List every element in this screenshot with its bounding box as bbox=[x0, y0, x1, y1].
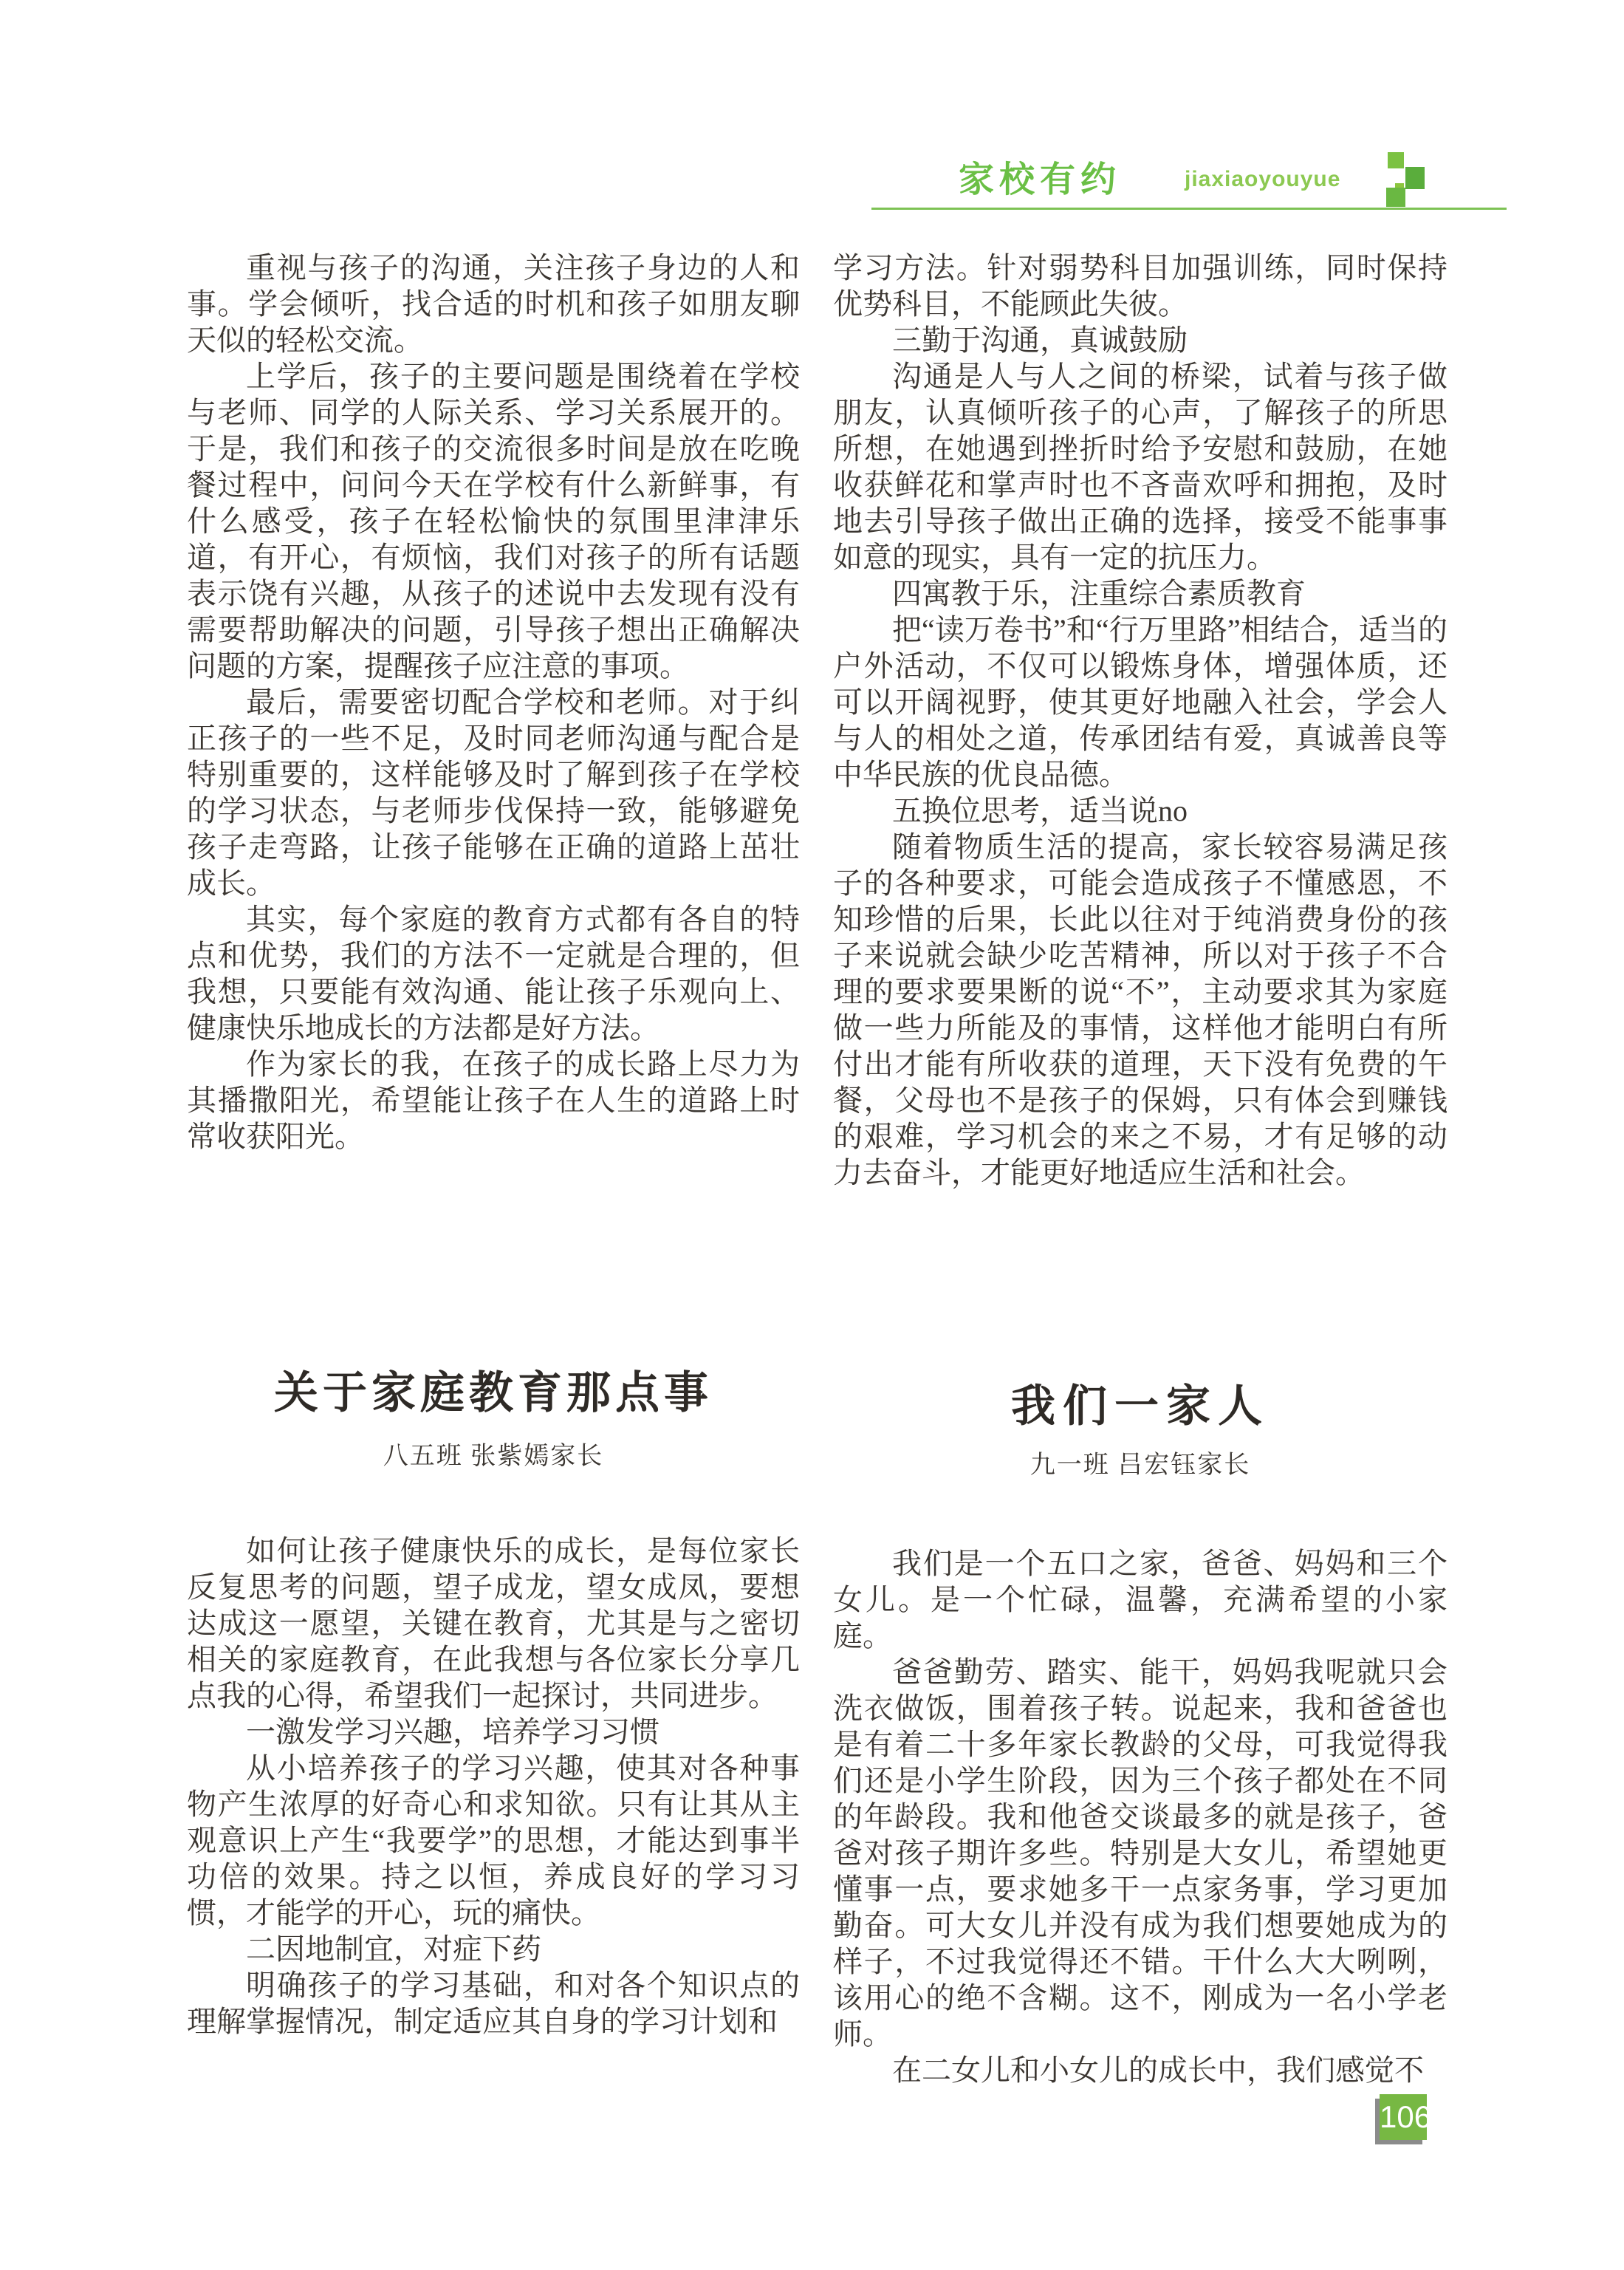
section-title: 家校有约 bbox=[959, 160, 1122, 199]
paragraph: 学习方法。针对弱势科目加强训练，同时保持优势科目，不能顾此失彼。 bbox=[833, 251, 1447, 321]
paragraph: 沟通是人与人之间的桥梁，试着与孩子做朋友，认真倾听孩子的心声，了解孩子的所思所想，在她遇到挫折时给予安慰和鼓励，在她收获鲜花和掌声时也不吝啬欢呼和拥抱，及时地去引导孩子做出正确的选择，接受不能事事如意的现实，具有一定的抗压力。 bbox=[833, 360, 1447, 574]
section-subtitle: jiaxiaoyouyue bbox=[1185, 167, 1341, 191]
article-title-right: 我们一家人 bbox=[1011, 1382, 1270, 1431]
subheading: 五换位思考，适当说no bbox=[892, 794, 1188, 827]
paragraph: 其实，每个家庭的教育方式都有各自的特点和优势，我们的方法不一定就是合理的，但我想，只要能有效沟通、能让孩子乐观向上、健康快乐地成长的方法都是好方法。 bbox=[187, 903, 800, 1045]
paragraph: 在二女儿和小女儿的成长中，我们感觉不 bbox=[892, 2054, 1424, 2087]
paragraph: 把“读万卷书”和“行万里路”相结合，适当的户外活动，不仅可以锻炼身体，增强体质，还可以开阔视野，使其更好地融入社会，学会人与人的相处之道，传承团结有爱，真诚善良等中华民族的优良品德。 bbox=[833, 613, 1447, 791]
header-rule bbox=[871, 208, 1507, 210]
article-title-left: 关于家庭教育那点事 bbox=[274, 1369, 713, 1418]
paragraph: 上学后，孩子的主要问题是围绕着在学校与老师、同学的人际关系、学习关系展开的。于是，我们和孩子的交流很多时间是放在吃晚餐过程中，问问今天在学校有什么新鲜事，有什么感受，孩子在轻松愉快的氛围里津津乐道，有开心，有烦恼，我们对孩子的所有话题表示饶有兴趣，从孩子的述说中去发现有没有需要帮助解决的问题，引导孩子想出正确解决问题的方案，提醒孩子应注意的事项。 bbox=[187, 360, 800, 683]
column-top-left bbox=[187, 250, 800, 1155]
page-number: 106 bbox=[1380, 2094, 1427, 2140]
paragraph: 爸爸勤劳、踏实、能干，妈妈我呢就只会洗衣做饭，围着孩子转。说起来，我和爸爸也是有着二十多年家长教龄的父母，可我觉得我们还是小学生阶段，因为三个孩子都处在不同的年龄段。我和他爸交谈最多的就是孩子，爸爸对孩子期许多些。特别是大女儿，希望她更懂事一点，要求她多干一点家务事，学习更加勤奋。可大女儿并没有成为我们想要她成为的样子，不过我觉得还不错。干什么大大咧咧，该用心的绝不含糊。这不，刚成为一名小学老师。 bbox=[833, 1655, 1447, 2051]
pixel-block bbox=[1388, 152, 1404, 168]
paragraph: 从小培养孩子的学习兴趣，使其对各种事物产生浓厚的好奇心和求知欲。只有让其从主观意识上产生“我要学”的思想，才能达到事半功倍的效果。持之以恒，养成良好的学习习惯，才能学的开心，玩的痛快。 bbox=[187, 1751, 800, 1929]
pixel-block bbox=[1405, 167, 1425, 189]
subheading: 三勤于沟通，真诚鼓励 bbox=[892, 324, 1188, 357]
column-bottom-right bbox=[833, 1545, 1447, 2088]
subheading: 四寓教于乐，注重综合素质教育 bbox=[892, 577, 1306, 610]
article-byline-left: 八五班 张紫嫣家长 bbox=[383, 1443, 604, 1470]
paragraph: 明确孩子的学习基础，和对各个知识点的理解掌握情况，制定适应其自身的学习计划和 bbox=[187, 1969, 800, 2038]
paragraph: 重视与孩子的沟通，关注孩子身边的人和事。学会倾听，找合适的时机和孩子如朋友聊天似的轻松交流。 bbox=[187, 251, 800, 357]
paragraph: 随着物质生活的提高，家长较容易满足孩子的各种要求，可能会造成孩子不懂感恩，不知珍惜的后果，长此以往对于纯消费身份的孩子来说就会缺少吃苦精神，所以对于孩子不合理的要求要果断的说“不”，主动要求其为家庭做一些力所能及的事情，这样他才能明白有所付出才能有所收获的道理，天下没有免费的午餐，父母也不是孩子的保姆，只有体会到赚钱的艰难，学习机会的来之不易，才有足够的动力去奋斗，才能更好地适应生活和社会。 bbox=[833, 830, 1447, 1189]
pixel-blocks-icon bbox=[1386, 152, 1425, 207]
paragraph: 作为家长的我，在孩子的成长路上尽力为其播撒阳光，希望能让孩子在人生的道路上时常收获阳光。 bbox=[187, 1047, 800, 1153]
subheading: 一激发学习兴趣，培养学习习惯 bbox=[246, 1715, 659, 1748]
page-number-badge bbox=[1380, 2094, 1431, 2146]
subheading: 二因地制宜，对症下药 bbox=[246, 1932, 541, 1966]
pixel-block bbox=[1386, 188, 1405, 207]
column-bottom-left bbox=[187, 1533, 800, 2040]
column-top-right bbox=[833, 250, 1447, 1191]
article-byline-right: 九一班 吕宏钰家长 bbox=[1029, 1452, 1251, 1479]
paragraph: 如何让孩子健康快乐的成长，是每位家长反复思考的问题，望子成龙，望女成凤，要想达成这一愿望，关键在教育，尤其是与之密切相关的家庭教育，在此我想与各位家长分享几点我的心得，希望我们一起探讨，共同进步。 bbox=[187, 1534, 800, 1712]
paragraph: 我们是一个五口之家，爸爸、妈妈和三个女儿。是一个忙碌，温馨，充满希望的小家庭。 bbox=[833, 1547, 1447, 1652]
paragraph: 最后，需要密切配合学校和老师。对于纠正孩子的一些不足，及时同老师沟通与配合是特别重要的，这样能够及时了解到孩子在学校的学习状态，与老师步伐保持一致，能够避免孩子走弯路，让孩子能够在正确的道路上茁壮成长。 bbox=[187, 686, 800, 900]
